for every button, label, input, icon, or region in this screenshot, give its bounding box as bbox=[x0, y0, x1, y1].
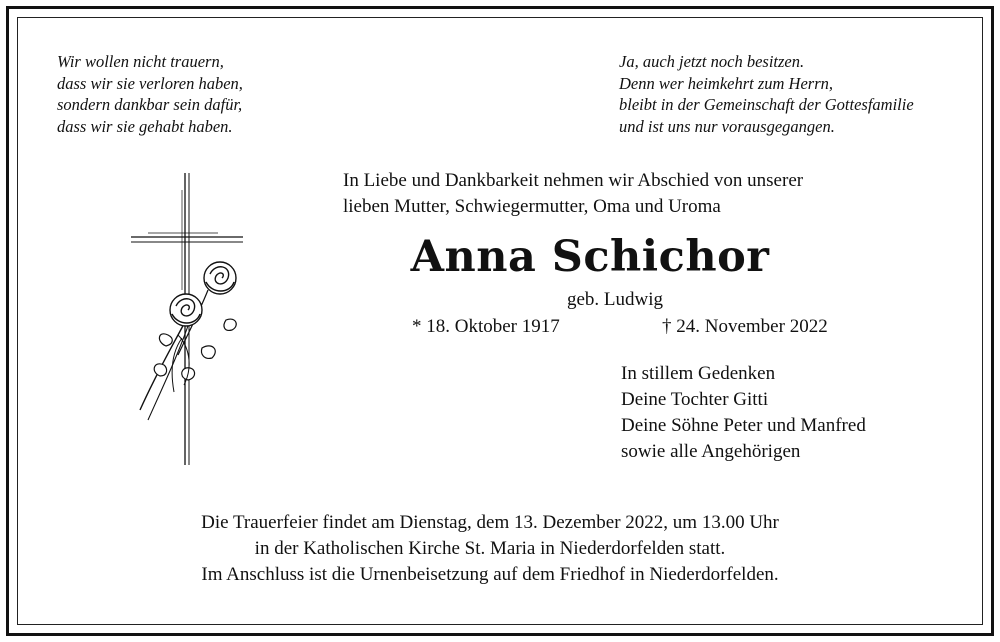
ceremony-line: Die Trauerfeier findet am Dienstag, dem 13. Dezember 2022, um 13.00 Uhr bbox=[201, 512, 779, 533]
mourner-line: Deine Tochter Gitti bbox=[621, 389, 769, 410]
mourner-line: Deine Söhne Peter und Manfred bbox=[621, 415, 866, 436]
verse-right bbox=[619, 51, 914, 137]
intro-text bbox=[343, 168, 803, 220]
verse-line: dass wir sie verloren haben, bbox=[57, 73, 243, 93]
verse-line: sondern dankbar sein dafür, bbox=[57, 95, 243, 114]
intro-line: lieben Mutter, Schwiegermutter, Oma und Uroma bbox=[343, 196, 721, 217]
verse-line: dass wir sie gehabt haben. bbox=[57, 116, 233, 136]
verse-line: bleibt in der Gemeinschaft der Gottesfamilie bbox=[619, 95, 914, 114]
death-date: † 24. November 2022 bbox=[662, 316, 828, 337]
cross-with-roses-icon bbox=[128, 170, 248, 470]
verse-line: und ist uns nur vorausgegangen. bbox=[619, 116, 835, 136]
ceremony-line: Im Anschluss ist die Urnenbeisetzung auf dem Friedhof in Niederdorfelden. bbox=[201, 564, 779, 585]
verse-left bbox=[57, 51, 243, 137]
verse-line: Denn wer heimkehrt zum Herrn, bbox=[619, 73, 834, 93]
ceremony-line: in der Katholischen Kirche St. Maria in Niederdorfelden statt. bbox=[254, 538, 726, 559]
intro-line: In Liebe und Dankbarkeit nehmen wir Abschied von unserer bbox=[343, 170, 804, 191]
mourners-list bbox=[621, 361, 866, 465]
deceased-name: Anna Schichor bbox=[410, 232, 770, 282]
verse-line: Ja, auch jetzt noch besitzen. bbox=[619, 52, 805, 71]
verse-line: Wir wollen nicht trauern, bbox=[57, 52, 224, 71]
maiden-name: geb. Ludwig bbox=[566, 289, 664, 310]
ceremony-info bbox=[100, 510, 880, 588]
mourner-line: In stillem Gedenken bbox=[621, 363, 776, 384]
birth-date: * 18. Oktober 1917 bbox=[412, 316, 560, 337]
mourner-line: sowie alle Angehörigen bbox=[621, 441, 801, 462]
